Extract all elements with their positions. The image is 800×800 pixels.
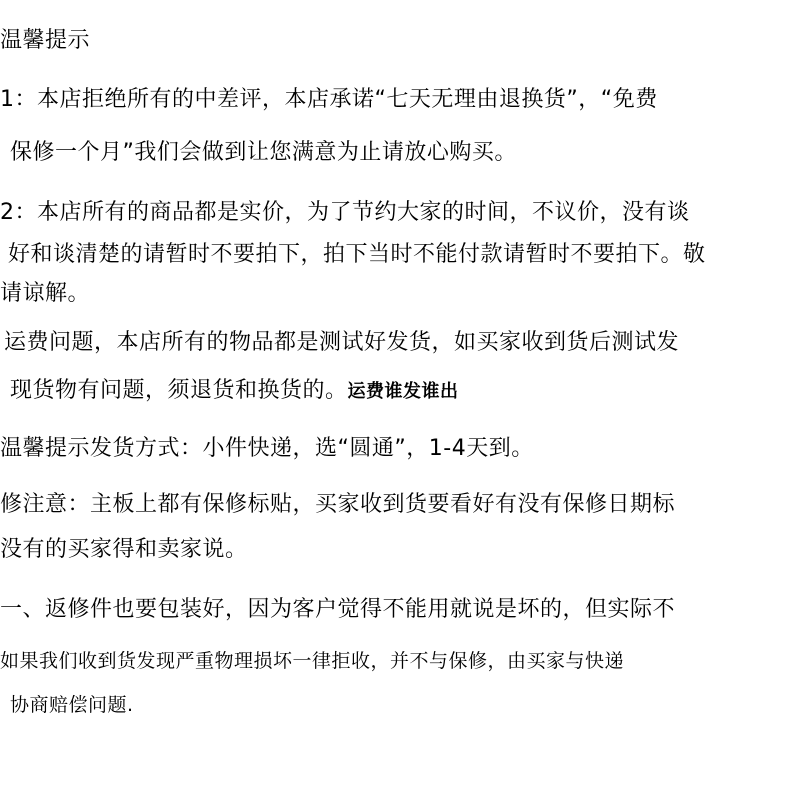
- notice-line-5: 请谅解。: [0, 281, 91, 306]
- notice-line-2: 保修一个月”我们会做到让您满意为止请放心购买。: [10, 140, 517, 165]
- notice-line-7: [10, 378, 459, 405]
- notice-title: 温馨提示: [0, 28, 91, 53]
- notice-line-8: 温馨提示发货方式：小件快递，选“圆通”，1-4天到。: [0, 436, 534, 461]
- notice-line-3: 2：本店所有的商品都是实价，为了节约大家的时间，不议价，没有谈: [0, 200, 690, 225]
- notice-line-1: 1：本店拒绝所有的中差评，本店承诺“七天无理由退换货”，“免费: [0, 87, 658, 112]
- notice-line-10: 没有的买家得和卖家说。: [0, 537, 248, 562]
- notice-line-6: 运费问题，本店所有的物品都是测试好发货，如买家收到货后测试发: [4, 330, 680, 355]
- notice-line-11: 一、返修件也要包装好，因为客户觉得不能用就说是坏的，但实际不: [0, 597, 676, 622]
- notice-line-9: 修注意：主板上都有保修标贴，买家收到货要看好有没有保修日期标: [0, 492, 676, 517]
- notice-line-7-main: 现货物有问题，须退货和换货的。: [10, 378, 348, 403]
- notice-line-4: 好和谈清楚的请暂时不要拍下，拍下当时不能付款请暂时不要拍下。敬: [8, 242, 706, 267]
- notice-line-13: 协商赔偿问题.: [10, 694, 134, 716]
- notice-line-7-suffix: 运费谁发谁出: [347, 381, 459, 402]
- notice-line-12: 如果我们收到货发现严重物理损坏一律拒收，并不与保修，由买家与快递: [0, 650, 625, 672]
